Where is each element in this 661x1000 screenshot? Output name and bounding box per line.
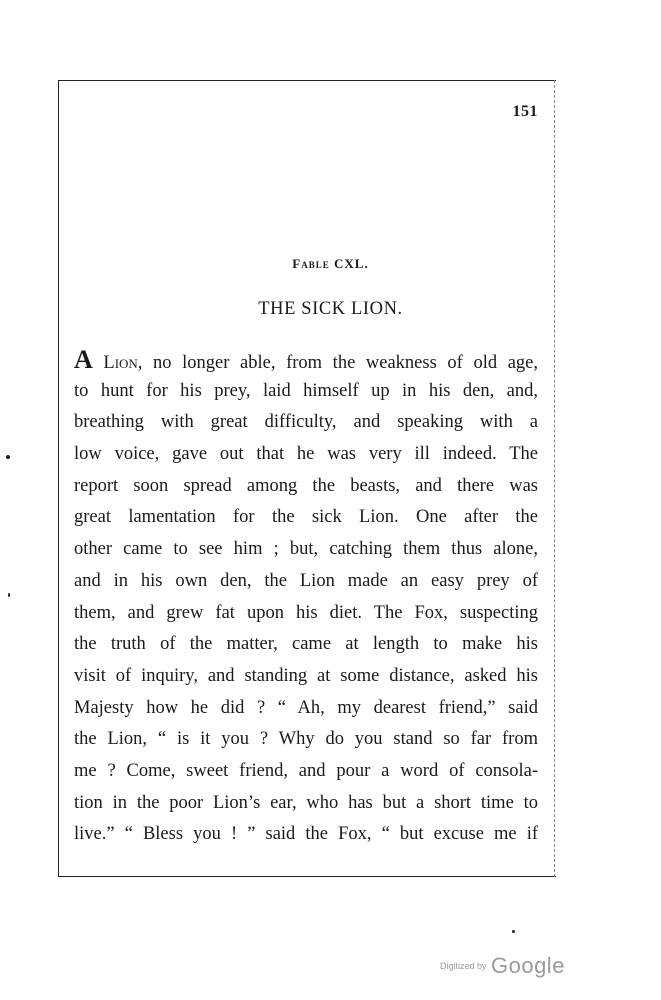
body-line: Majesty how he did ? “ Ah, my dearest friend,” said	[74, 697, 538, 718]
body-line: the Lion, “ is it you ? Why do you stand so far from	[74, 729, 538, 750]
body-line: visit of inquiry, and standing at some distance, asked his	[74, 665, 538, 686]
first-line-rest: no longer able, from the weakness of old age,	[142, 353, 538, 373]
fable-number: Fable CXL.	[292, 256, 369, 271]
body-line: live.” “ Bless you ! ” said the Fox, “ but excuse me if	[74, 824, 538, 845]
body-line: other came to see him ; but, catching them thus alone,	[74, 539, 538, 560]
body-line: great lamentation for the sick Lion. One after the	[74, 507, 538, 528]
page-border-right	[554, 80, 555, 877]
body-line: me ? Come, sweet friend, and pour a word of consola-	[74, 760, 538, 781]
body-line: the truth of the matter, came at length to make his	[74, 634, 538, 655]
body-line: breathing with great difficulty, and speaking with a	[74, 412, 538, 433]
body-line: to hunt for his prey, laid himself up in his den, and,	[74, 380, 538, 401]
drop-cap: A	[74, 345, 93, 374]
fable-title: THE SICK LION.	[258, 299, 403, 319]
scan-speck	[8, 593, 10, 597]
scan-speck	[512, 930, 515, 933]
scan-speck	[6, 455, 10, 459]
watermark-brand: Google	[490, 953, 565, 978]
watermark-prefix: Digitized by	[440, 961, 487, 971]
body-line: report soon spread among the beasts, and there was	[74, 475, 538, 496]
body-line: them, and grew fat upon his diet. The Fox, suspecting	[74, 602, 538, 623]
page-number: 151	[512, 103, 538, 120]
first-word: Lion,	[103, 353, 143, 373]
fable-body	[74, 344, 538, 851]
body-line: tion in the poor Lion’s ear, who has but a short time to	[74, 792, 538, 813]
body-line: low voice, gave out that he was very ill indeed. The	[74, 444, 538, 465]
body-line	[74, 344, 538, 376]
body-line: and in his own den, the Lion made an easy prey of	[74, 570, 538, 591]
digitized-watermark	[440, 953, 565, 979]
